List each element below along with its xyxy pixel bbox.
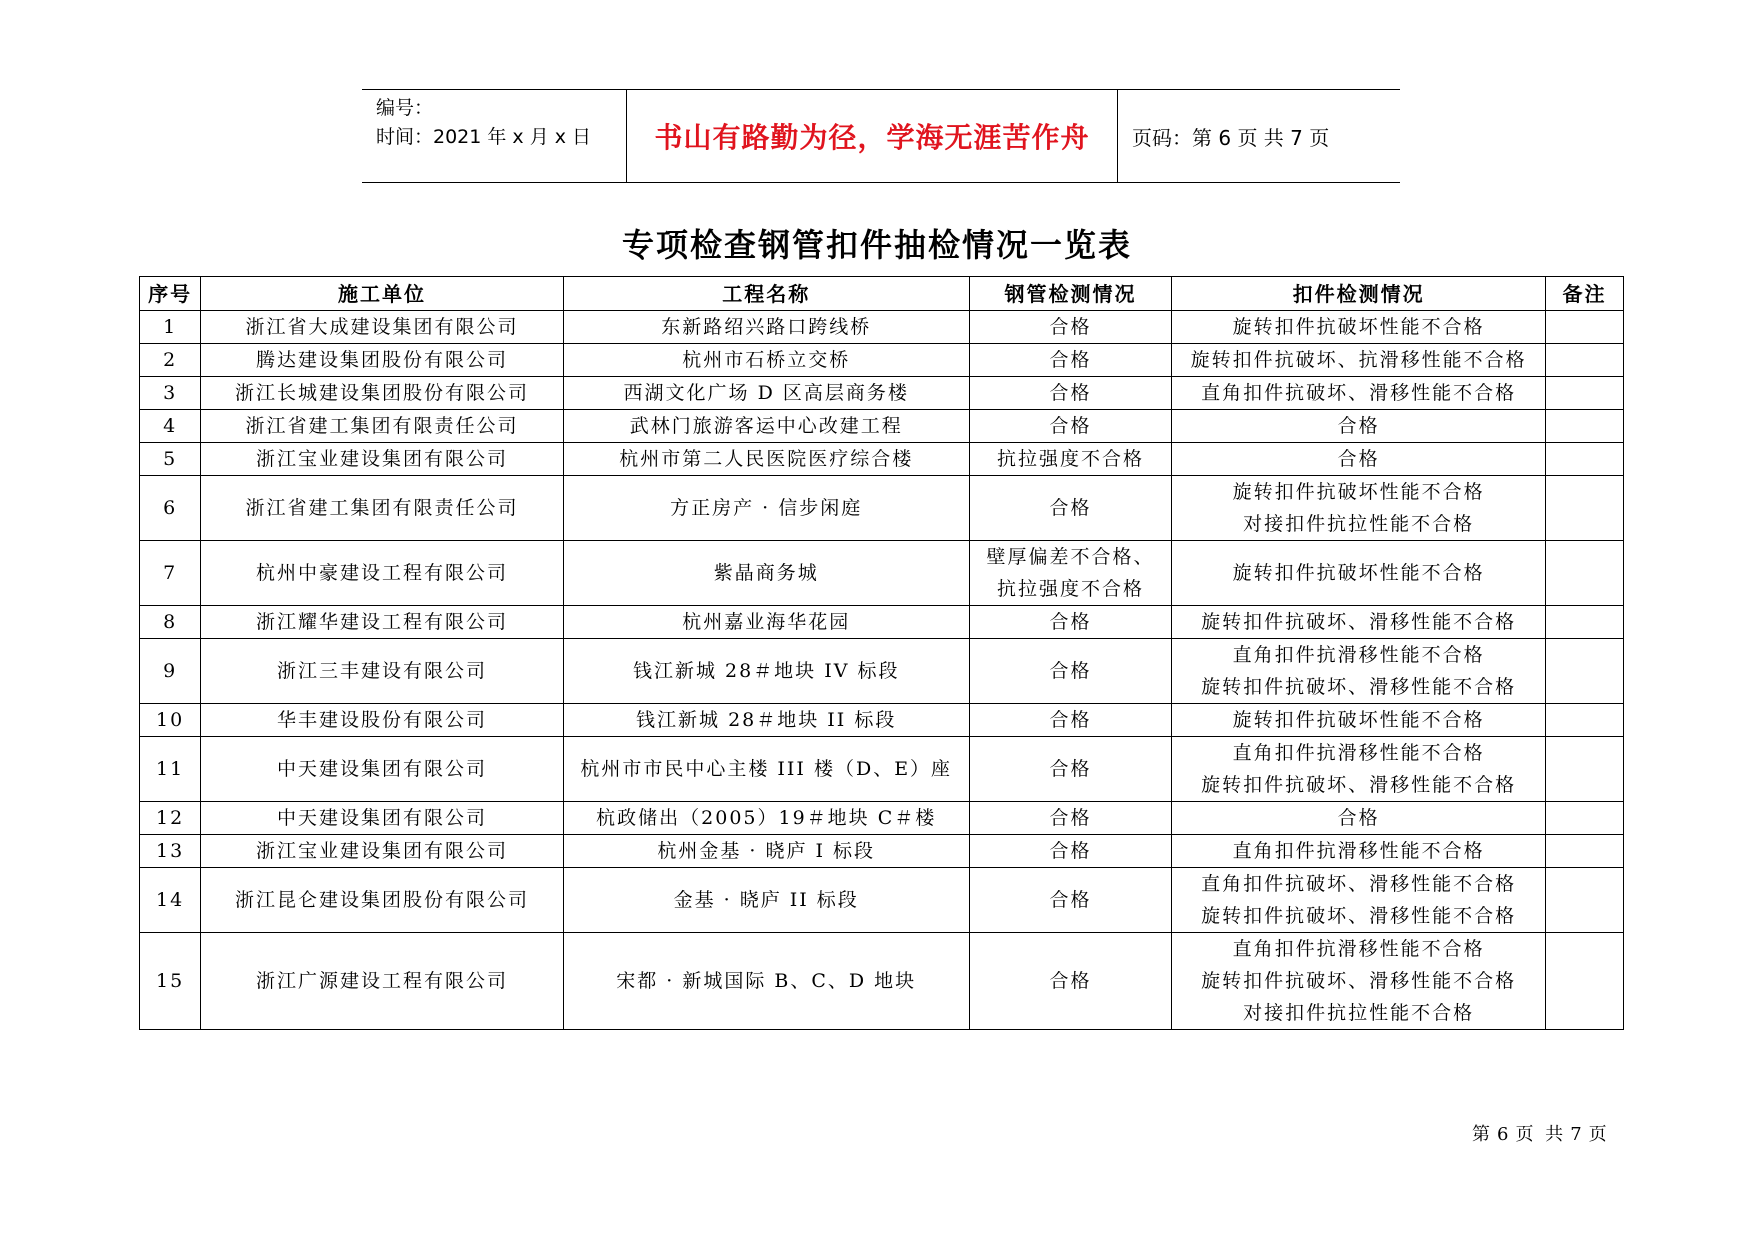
page-footer	[1470, 1120, 1612, 1146]
cell-remark	[1546, 476, 1624, 541]
cell-project: 东新路绍兴路口跨线桥	[563, 311, 969, 344]
cell-unit: 中天建设集团有限公司	[201, 802, 563, 835]
table-row	[140, 377, 1624, 410]
cell-no: 9	[140, 639, 201, 704]
cell-no: 3	[140, 377, 201, 410]
cell-pipe-line: 合格	[1049, 611, 1092, 633]
col-header-project: 工程名称	[563, 277, 969, 311]
cell-no: 8	[140, 606, 201, 639]
col-header-no: 序号	[140, 277, 201, 311]
footer-suffix: 页	[1588, 1124, 1610, 1145]
cell-project: 杭州嘉业海华花园	[563, 606, 969, 639]
cell-unit: 浙江三丰建设有限公司	[201, 639, 563, 704]
cell-fastener	[1172, 639, 1546, 704]
document-title: 专项检查钢管扣件抽检情况一览表	[621, 226, 1132, 264]
cell-project: 杭州市石桥立交桥	[563, 344, 969, 377]
table-row	[140, 476, 1624, 541]
inspection-table	[139, 276, 1624, 1030]
cell-project: 金基 · 晓庐 II 标段	[563, 868, 969, 933]
cell-fastener-line: 合格	[1337, 807, 1380, 829]
cell-pipe-line: 合格	[1049, 497, 1092, 519]
cell-fastener-line: 旋转扣件抗破坏、抗滑移性能不合格	[1190, 349, 1527, 371]
page-header	[362, 89, 1400, 183]
cell-unit: 浙江长城建设集团股份有限公司	[201, 377, 563, 410]
cell-fastener	[1172, 541, 1546, 606]
cell-fastener	[1172, 443, 1546, 476]
cell-fastener	[1172, 377, 1546, 410]
cell-unit: 杭州中豪建设工程有限公司	[201, 541, 563, 606]
cell-project: 西湖文化广场 D 区高层商务楼	[563, 377, 969, 410]
cell-unit: 中天建设集团有限公司	[201, 737, 563, 802]
cell-remark	[1546, 704, 1624, 737]
cell-unit: 浙江宝业建设集团有限公司	[201, 443, 563, 476]
cell-unit: 华丰建设股份有限公司	[201, 704, 563, 737]
cell-project: 宋都 · 新城国际 B、C、D 地块	[563, 933, 969, 1030]
cell-pipe	[969, 802, 1172, 835]
cell-fastener-line: 旋转扣件抗破坏、滑移性能不合格	[1201, 676, 1517, 698]
cell-pipe	[969, 344, 1172, 377]
cell-fastener-line: 直角扣件抗滑移性能不合格	[1232, 840, 1485, 862]
cell-pipe	[969, 639, 1172, 704]
cell-fastener-line: 直角扣件抗破坏、滑移性能不合格	[1201, 873, 1517, 895]
cell-project: 武林门旅游客运中心改建工程	[563, 410, 969, 443]
cell-unit: 浙江省建工集团有限责任公司	[201, 476, 563, 541]
header-motto: 书山有路勤为径，学海无涯苦作舟	[627, 90, 1118, 182]
cell-fastener-line: 直角扣件抗滑移性能不合格	[1232, 938, 1485, 960]
cell-fastener	[1172, 704, 1546, 737]
cell-pipe-line: 合格	[1049, 889, 1092, 911]
footer-page-number: 6	[1497, 1124, 1512, 1145]
cell-fastener	[1172, 835, 1546, 868]
cell-pipe	[969, 541, 1172, 606]
cell-project: 杭州市市民中心主楼 III 楼（D、E）座	[563, 737, 969, 802]
cell-unit: 浙江省大成建设集团有限公司	[201, 311, 563, 344]
cell-remark	[1546, 443, 1624, 476]
cell-pipe-line: 抗拉强度不合格	[996, 448, 1144, 470]
cell-pipe	[969, 835, 1172, 868]
cell-pipe	[969, 311, 1172, 344]
cell-no: 2	[140, 344, 201, 377]
table-row	[140, 639, 1624, 704]
table-row	[140, 344, 1624, 377]
cell-no: 12	[140, 802, 201, 835]
cell-fastener-line: 直角扣件抗滑移性能不合格	[1232, 644, 1485, 666]
cell-fastener-line: 旋转扣件抗破坏、滑移性能不合格	[1201, 905, 1517, 927]
cell-pipe-line: 壁厚偏差不合格、	[986, 546, 1155, 568]
cell-fastener-line: 旋转扣件抗破坏性能不合格	[1232, 562, 1485, 584]
cell-project: 钱江新城 28＃地块 IV 标段	[563, 639, 969, 704]
cell-pipe	[969, 606, 1172, 639]
cell-pipe-line: 合格	[1049, 415, 1092, 437]
cell-unit: 浙江省建工集团有限责任公司	[201, 410, 563, 443]
cell-pipe	[969, 443, 1172, 476]
cell-pipe-line: 抗拉强度不合格	[996, 578, 1144, 600]
cell-fastener-line: 合格	[1337, 448, 1380, 470]
table-row	[140, 606, 1624, 639]
cell-project: 钱江新城 28＃地块 II 标段	[563, 704, 969, 737]
cell-no: 5	[140, 443, 201, 476]
col-header-unit: 施工单位	[201, 277, 563, 311]
table-row	[140, 311, 1624, 344]
cell-fastener-line: 旋转扣件抗破坏性能不合格	[1232, 316, 1485, 338]
col-header-pipe: 钢管检测情况	[969, 277, 1172, 311]
cell-unit: 浙江宝业建设集团有限公司	[201, 835, 563, 868]
table-row	[140, 802, 1624, 835]
cell-pipe-line: 合格	[1049, 660, 1092, 682]
cell-no: 15	[140, 933, 201, 1030]
cell-pipe	[969, 737, 1172, 802]
cell-fastener-line: 对接扣件抗拉性能不合格	[1243, 1002, 1475, 1024]
table-row	[140, 443, 1624, 476]
cell-fastener	[1172, 933, 1546, 1030]
cell-pipe	[969, 377, 1172, 410]
cell-no: 13	[140, 835, 201, 868]
document-number-label: 编号：	[376, 97, 434, 119]
cell-remark	[1546, 344, 1624, 377]
cell-fastener-line: 旋转扣件抗破坏、滑移性能不合格	[1201, 774, 1517, 796]
cell-pipe-line: 合格	[1049, 349, 1092, 371]
cell-no: 7	[140, 541, 201, 606]
table-row	[140, 704, 1624, 737]
cell-project: 杭州金基 · 晓庐 I 标段	[563, 835, 969, 868]
table-row	[140, 835, 1624, 868]
table-row	[140, 933, 1624, 1030]
cell-fastener-line: 直角扣件抗滑移性能不合格	[1232, 742, 1485, 764]
cell-fastener-line: 旋转扣件抗破坏性能不合格	[1232, 709, 1485, 731]
cell-remark	[1546, 835, 1624, 868]
cell-fastener	[1172, 868, 1546, 933]
footer-prefix: 第	[1472, 1124, 1493, 1145]
cell-pipe	[969, 933, 1172, 1030]
table-row	[140, 868, 1624, 933]
cell-pipe	[969, 868, 1172, 933]
cell-pipe-line: 合格	[1049, 840, 1092, 862]
cell-unit: 腾达建设集团股份有限公司	[201, 344, 563, 377]
cell-remark	[1546, 541, 1624, 606]
header-page-info: 页码：第 6 页 共 7 页	[1132, 125, 1330, 150]
cell-unit: 浙江耀华建设工程有限公司	[201, 606, 563, 639]
cell-remark	[1546, 868, 1624, 933]
cell-no: 14	[140, 868, 201, 933]
cell-fastener-line: 旋转扣件抗破坏、滑移性能不合格	[1201, 970, 1517, 992]
cell-unit: 浙江广源建设工程有限公司	[201, 933, 563, 1030]
footer-mid: 页 共	[1515, 1124, 1567, 1145]
cell-remark	[1546, 410, 1624, 443]
col-header-remark: 备注	[1546, 277, 1624, 311]
table-row	[140, 541, 1624, 606]
cell-pipe-line: 合格	[1049, 807, 1092, 829]
cell-fastener-line: 合格	[1337, 415, 1380, 437]
cell-remark	[1546, 737, 1624, 802]
cell-no: 11	[140, 737, 201, 802]
cell-fastener	[1172, 737, 1546, 802]
cell-pipe	[969, 476, 1172, 541]
cell-project: 杭州市第二人民医院医疗综合楼	[563, 443, 969, 476]
cell-project: 杭政储出（2005）19＃地块 C＃楼	[563, 802, 969, 835]
cell-fastener-line: 旋转扣件抗破坏性能不合格	[1232, 481, 1485, 503]
cell-fastener-line: 直角扣件抗破坏、滑移性能不合格	[1201, 382, 1517, 404]
cell-pipe	[969, 410, 1172, 443]
col-header-fastener: 扣件检测情况	[1172, 277, 1546, 311]
cell-no: 4	[140, 410, 201, 443]
cell-project: 紫晶商务城	[563, 541, 969, 606]
cell-fastener-line: 旋转扣件抗破坏、滑移性能不合格	[1201, 611, 1517, 633]
cell-fastener-line: 对接扣件抗拉性能不合格	[1243, 513, 1475, 535]
table-header-row	[140, 277, 1624, 311]
cell-pipe-line: 合格	[1049, 709, 1092, 731]
cell-fastener	[1172, 606, 1546, 639]
cell-remark	[1546, 639, 1624, 704]
table-row	[140, 737, 1624, 802]
cell-no: 10	[140, 704, 201, 737]
cell-no: 6	[140, 476, 201, 541]
cell-fastener	[1172, 311, 1546, 344]
table-row	[140, 410, 1624, 443]
cell-remark	[1546, 377, 1624, 410]
cell-pipe	[969, 704, 1172, 737]
cell-unit: 浙江昆仑建设集团股份有限公司	[201, 868, 563, 933]
cell-pipe-line: 合格	[1049, 970, 1092, 992]
document-time-label: 时间：2021 年 x 月 x 日	[376, 126, 592, 148]
cell-remark	[1546, 311, 1624, 344]
cell-project: 方正房产 · 信步闲庭	[563, 476, 969, 541]
cell-fastener	[1172, 344, 1546, 377]
cell-fastener	[1172, 802, 1546, 835]
cell-no: 1	[140, 311, 201, 344]
cell-remark	[1546, 933, 1624, 1030]
cell-fastener	[1172, 410, 1546, 443]
cell-pipe-line: 合格	[1049, 382, 1092, 404]
cell-pipe-line: 合格	[1049, 316, 1092, 338]
cell-fastener	[1172, 476, 1546, 541]
table-body	[140, 311, 1624, 1030]
cell-remark	[1546, 606, 1624, 639]
cell-pipe-line: 合格	[1049, 758, 1092, 780]
cell-remark	[1546, 802, 1624, 835]
header-meta	[362, 90, 627, 182]
footer-page-total: 7	[1570, 1124, 1585, 1145]
